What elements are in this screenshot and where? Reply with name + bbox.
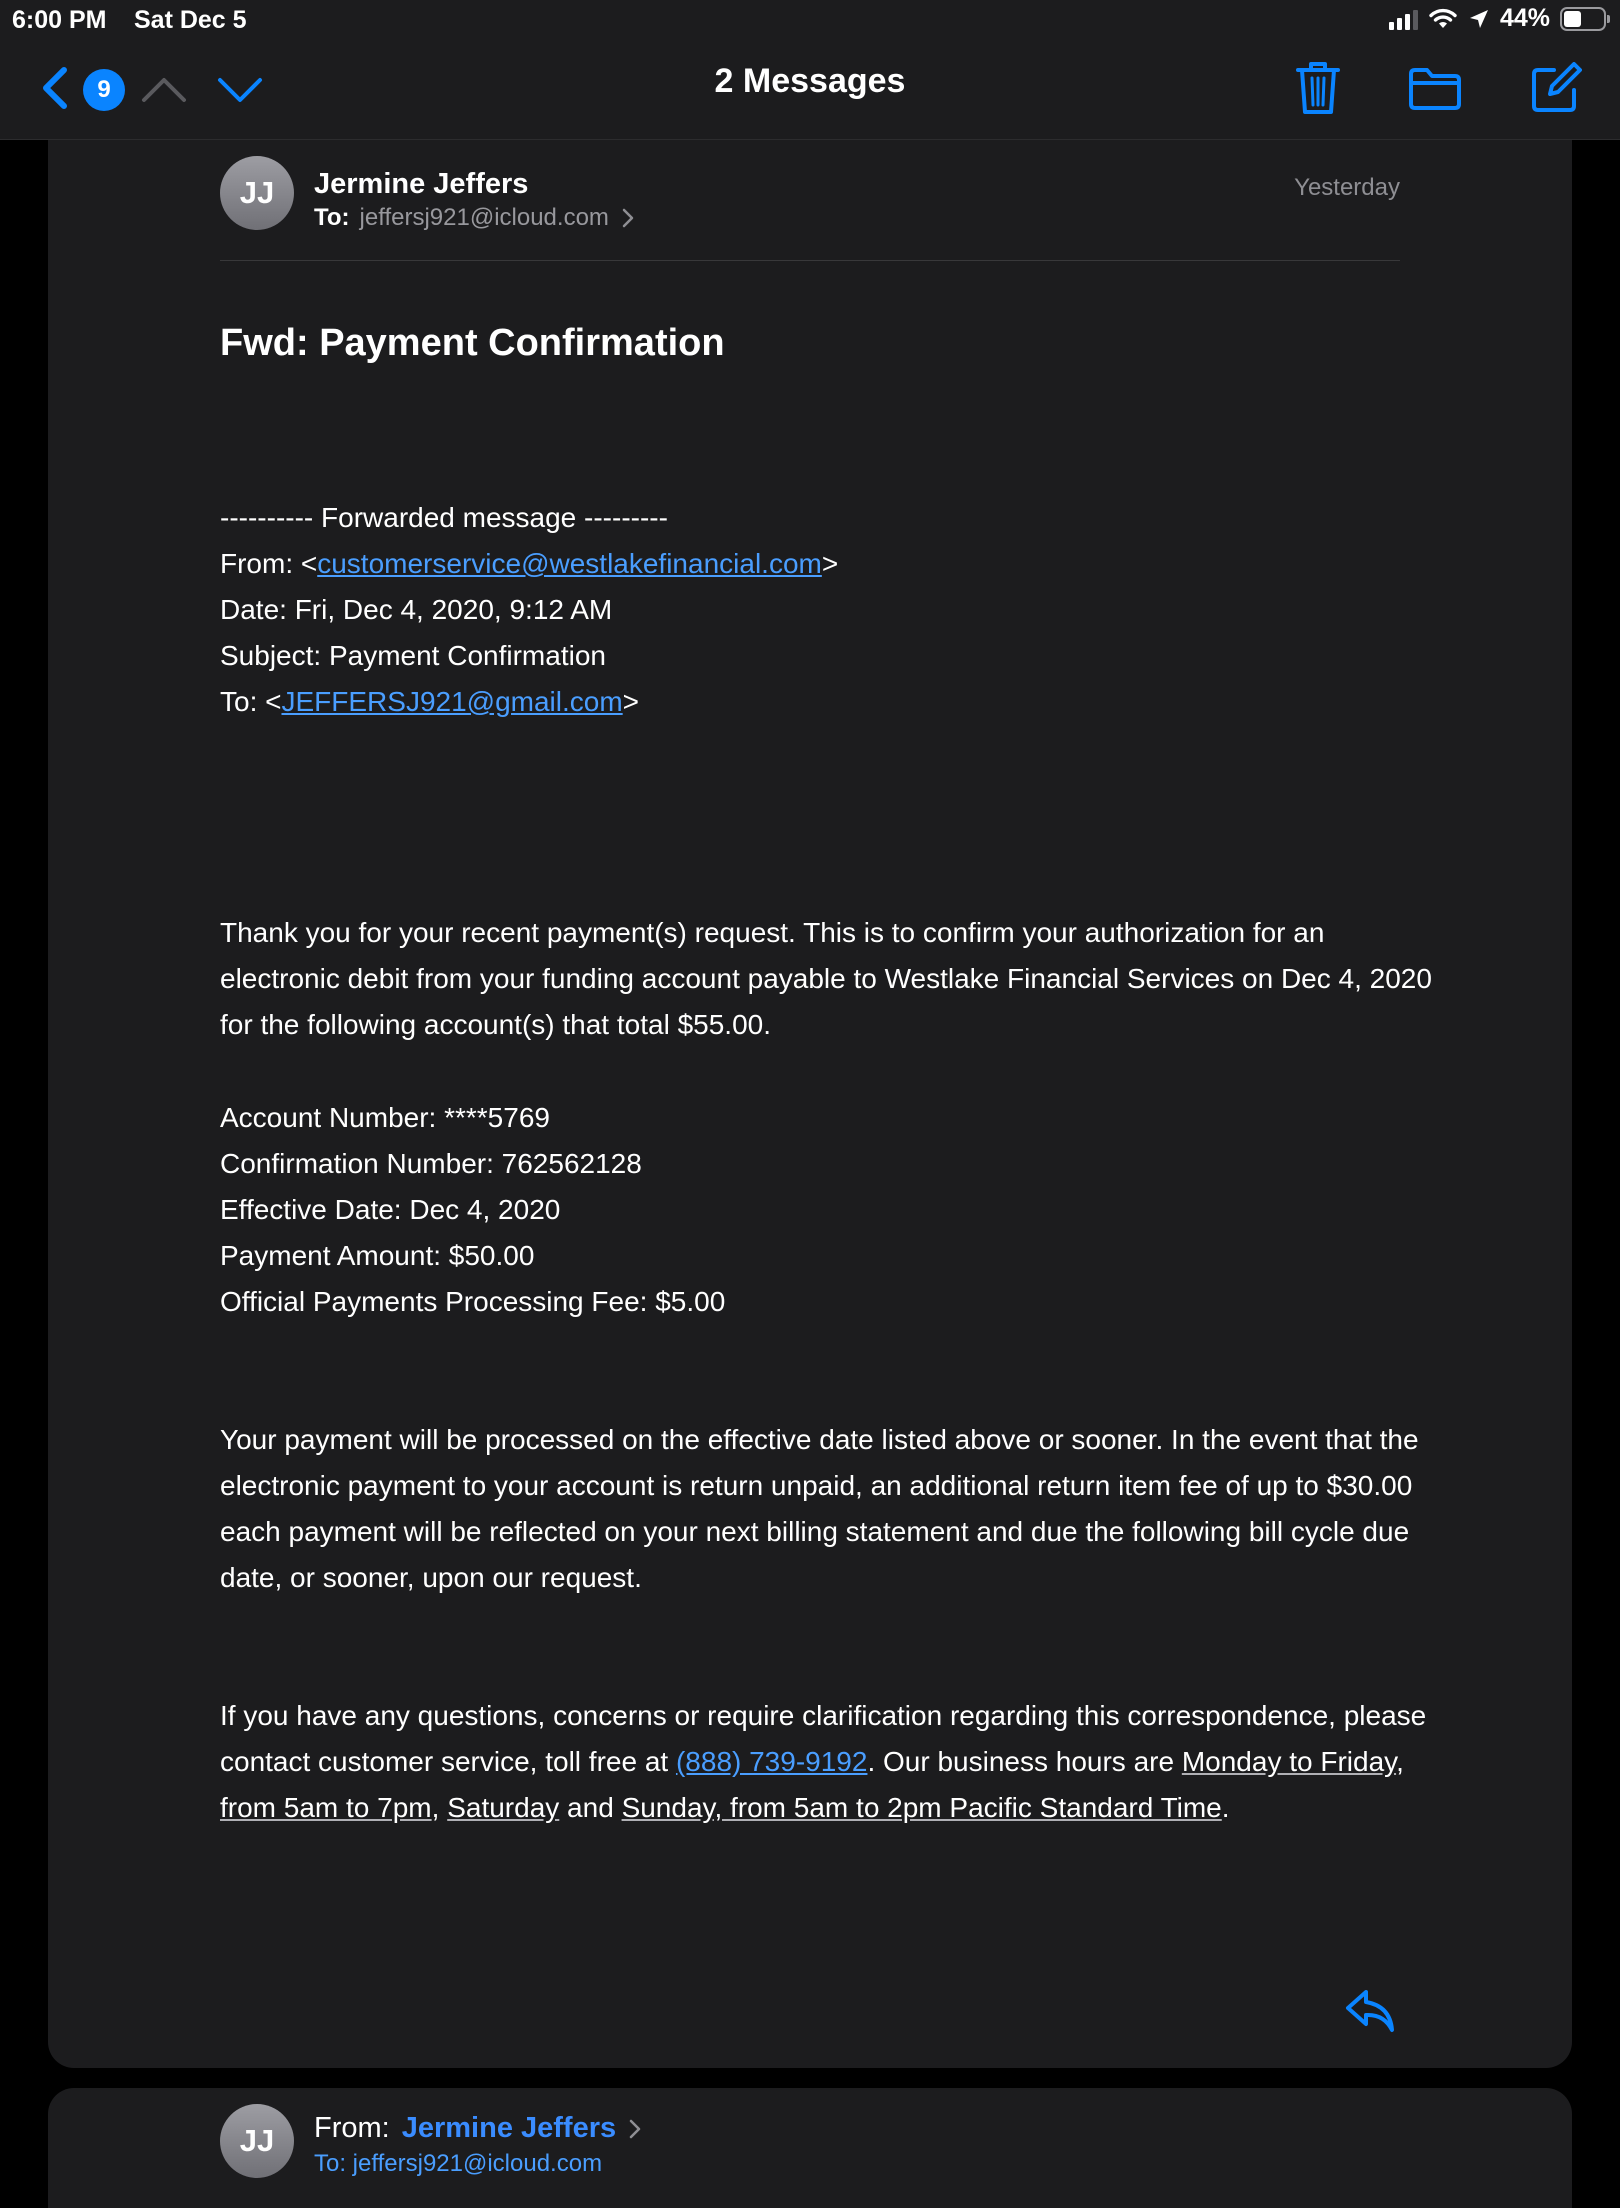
cellular-signal-icon — [1389, 8, 1418, 30]
payment-amount: Payment Amount: $50.00 — [220, 1240, 535, 1271]
recipient-line[interactable] — [314, 204, 635, 232]
avatar[interactable]: JJ — [220, 156, 294, 230]
status-time: 6:00 PM — [12, 6, 107, 34]
hours-weekdays-link[interactable]: Monday to Friday — [1181, 1746, 1397, 1777]
sender-name[interactable]: Jermine Jeffers — [314, 168, 529, 200]
unread-count-badge[interactable]: 9 — [83, 69, 125, 111]
recipient-address[interactable]: jeffersj921@icloud.com — [359, 204, 609, 231]
chevron-right-icon[interactable] — [621, 208, 635, 228]
payment-details — [220, 1095, 1450, 1325]
forwarded-to-line — [220, 679, 1450, 725]
status-date: Sat Dec 5 — [134, 6, 247, 34]
forwarded-from-suffix: > — [821, 548, 839, 579]
forwarded-from-line — [220, 541, 1450, 587]
hours-weekday-time-link[interactable]: from 5am to 7pm — [220, 1792, 432, 1823]
to-label: To: — [314, 204, 350, 231]
second-message-from-line[interactable] — [314, 2112, 642, 2145]
processing-fee: Official Payments Processing Fee: $5.00 — [220, 1286, 726, 1317]
forwarded-to-suffix: > — [622, 686, 640, 717]
hours-sunday-link[interactable]: Sunday, from 5am to 2pm Pacific Standard Time — [621, 1792, 1222, 1823]
forwarded-to-prefix: To: < — [220, 686, 282, 717]
contact-sep-3: and — [559, 1792, 622, 1823]
forwarded-header — [220, 495, 1450, 725]
contact-text-2: . Our business hours are — [867, 1746, 1182, 1777]
contact-sep-2: , — [431, 1792, 448, 1823]
processing-paragraph: Your payment will be processed on the effective date listed above or sooner. In the event that the electronic payment to your account is return unpaid, an additional return item fee of up to $30.00 each payment will be reflected on your next billing statement and due the following bill cycle due date, or sooner, upon our request. — [220, 1424, 1419, 1593]
forwarded-to-email-link[interactable]: JEFFERSJ921@gmail.com — [281, 686, 623, 717]
navigation-bar — [0, 40, 1620, 140]
wifi-icon — [1428, 7, 1458, 31]
page-title: 2 Messages — [714, 62, 906, 100]
forwarded-from-email-link[interactable]: customerservice@westlakefinancial.com — [317, 548, 822, 579]
phone-link[interactable]: (888) 739-9192 — [675, 1746, 868, 1777]
forwarded-subject-line: Subject: Payment Confirmation — [220, 640, 606, 671]
second-message-card[interactable] — [48, 2088, 1572, 2208]
forwarded-marker: ---------- Forwarded message --------- — [220, 502, 668, 533]
header-divider — [220, 260, 1400, 261]
second-message-recipient[interactable]: To: jeffersj921@icloud.com — [314, 2150, 603, 2177]
message-card — [48, 140, 1572, 2068]
battery-icon — [1560, 7, 1606, 31]
from-label: From: — [314, 2112, 390, 2144]
hours-saturday-link[interactable]: Saturday — [447, 1792, 560, 1823]
contact-end: . — [1221, 1792, 1230, 1823]
contact-paragraph — [220, 1693, 1450, 1831]
status-bar — [0, 0, 1620, 40]
reply-arrow-icon[interactable] — [1344, 1988, 1396, 2034]
confirmation-paragraph: Thank you for your recent payment(s) request. This is to confirm your authorization for an electronic debit from your funding account payable to Westlake Financial Services on Dec 4, 2020 for the following account(s) that total $55.00. — [220, 917, 1432, 1040]
trash-icon[interactable] — [1292, 60, 1344, 116]
effective-date: Effective Date: Dec 4, 2020 — [220, 1194, 561, 1225]
message-date: Yesterday — [1294, 174, 1400, 201]
forwarded-from-prefix: From: < — [220, 548, 318, 579]
contact-sep-1: , — [1396, 1746, 1404, 1777]
battery-percentage: 44% — [1499, 4, 1550, 32]
status-indicators — [1389, 4, 1606, 33]
confirmation-number: Confirmation Number: 762562128 — [220, 1148, 642, 1179]
folder-icon[interactable] — [1408, 66, 1462, 112]
avatar[interactable]: JJ — [220, 2104, 294, 2178]
contact-text-1: If you have any questions, concerns or require clarification regarding this correspondence, please contact customer service, toll free at — [220, 1700, 1427, 1777]
account-number: Account Number: ****5769 — [220, 1102, 550, 1133]
second-message-sender-link[interactable]: Jermine Jeffers — [401, 2112, 617, 2144]
chevron-right-icon[interactable] — [628, 2118, 642, 2140]
compose-icon[interactable] — [1530, 62, 1582, 114]
location-arrow-icon — [1468, 8, 1490, 30]
forwarded-date-line: Date: Fri, Dec 4, 2020, 9:12 AM — [220, 594, 613, 625]
message-subject: Fwd: Payment Confirmation — [220, 322, 725, 364]
